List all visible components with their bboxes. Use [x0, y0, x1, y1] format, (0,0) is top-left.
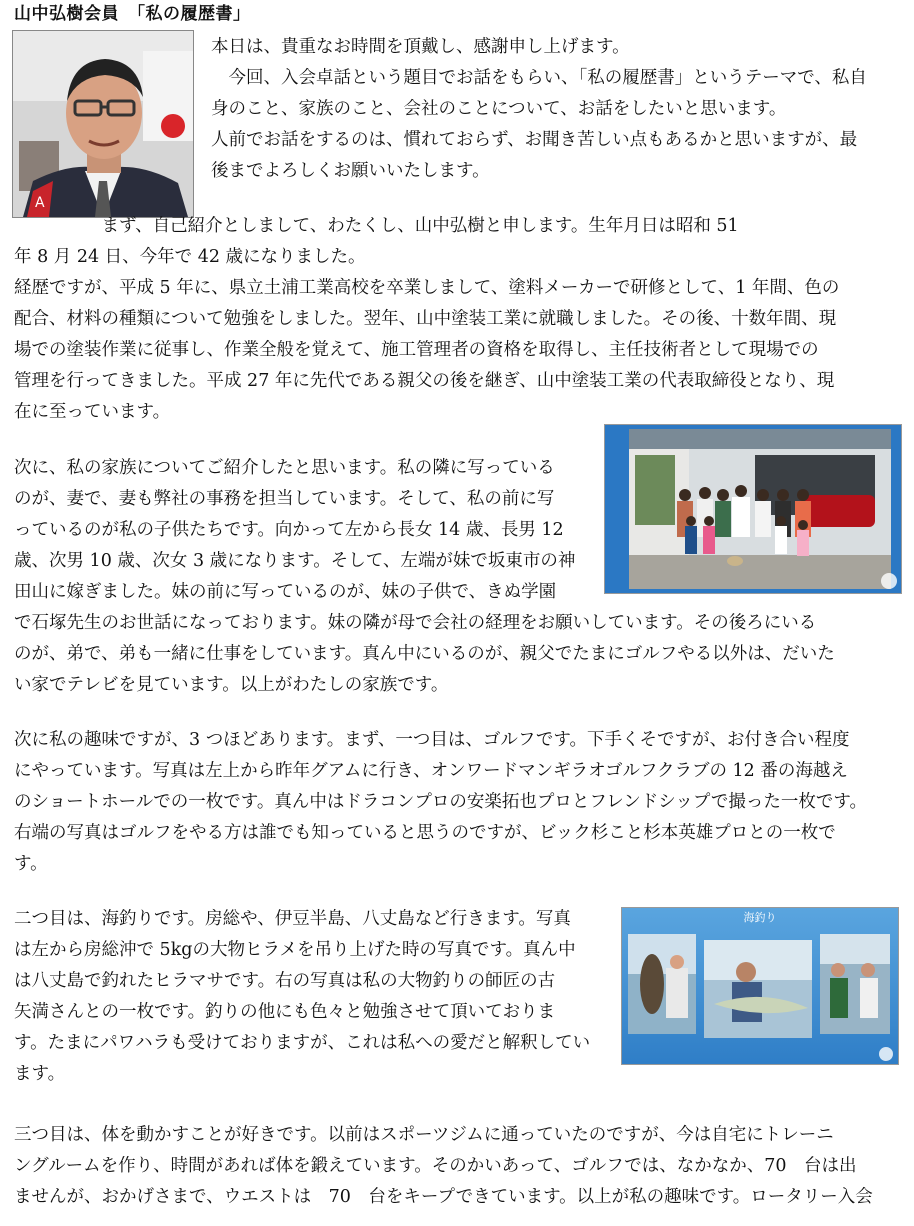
self-intro-paragraph — [14, 211, 839, 428]
family-line: のが、妻で、妻も弊社の事務を担当しています。そして、私の前に写 — [14, 489, 555, 509]
training-paragraph — [14, 1120, 873, 1213]
family-line: のが、弟で、弟も一緒に仕事をしています。真ん中にいるのが、親父でたまにゴルフやる以外は、だいた — [14, 644, 835, 664]
fishing-line: は左から房総沖で 5kgの大物ヒラメを吊り上げた時の写真です。真ん中 — [14, 940, 576, 960]
svg-text:A: A — [35, 195, 45, 211]
training-line: 三つ目は、体を動かすことが好きです。以前はスポーツジムに通っていたのですが、今は自宅にトレーニ — [14, 1125, 834, 1145]
fishing-slide — [621, 907, 899, 1065]
self-intro-line: 管理を行ってきました。平成 27 年に先代である親父の後を継ぎ、山中塗装工業の代表取締役となり、現 — [14, 371, 835, 391]
intro-line: 本日は、貴重なお時間を頂戴し、感謝申し上げます。 — [211, 37, 630, 57]
portrait-photo — [12, 30, 194, 218]
fishing-line: は八丈島で釣れたヒラマサです。右の写真は私の大物釣りの師匠の古 — [14, 971, 556, 991]
self-intro-line: 配合、材料の種類について勉強をしました。翌年、山中塗装工業に就職しました。その後、十数年間、現 — [14, 309, 837, 329]
family-line: 田山に嫁ぎました。妹の前に写っているのが、妹の子供で、きぬ学園 — [14, 582, 557, 602]
family-line: 歳、次男 10 歳、次女 3 歳になります。そして、左端が妹で坂東市の神 — [14, 551, 576, 571]
intro-paragraph — [211, 32, 867, 187]
family-line: で石塚先生のお世話になっております。妹の隣が母で会社の経理をお願いしています。その後ろにいる — [14, 613, 817, 633]
golf-line: 次に私の趣味ですが、3 つほどあります。まず、一つ目は、ゴルフです。下手くそですが、お付き合い程度 — [14, 730, 850, 750]
fishing-line: す。たまにパワハラも受けておりますが、これは私への愛だと解釈してい — [14, 1033, 591, 1053]
family-photo — [604, 424, 902, 594]
fishing-line: 矢満さんとの一枚です。釣りの他にも色々と勉強させて頂いておりま — [14, 1002, 556, 1022]
self-intro-line: 在に至っています。 — [14, 402, 171, 422]
family-line: い家でテレビを見ています。以上がわたしの家族です。 — [14, 675, 449, 695]
page-title: 山中弘樹会員 「私の履歴書」 — [14, 4, 251, 24]
slide-title: 海釣り — [743, 911, 777, 924]
intro-line: 今回、入会卓話という題目でお話をもらい、「私の履歴書」というテーマで、私自 — [211, 68, 867, 88]
family-line: っているのが私の子供たちです。向かって左から長女 14 歳、長男 12 — [14, 520, 564, 540]
intro-line: 人前でお話をするのは、慣れておらず、お聞き苦しい点もあるかと思いますが、最 — [211, 130, 858, 150]
intro-line: 後までよろしくお願いいたします。 — [211, 161, 490, 181]
golf-line: 右端の写真はゴルフをやる方は誰でも知っていると思うのですが、ビック杉こと杉本英雄プロとの一枚で — [14, 823, 836, 843]
golf-line: にやっています。写真は左上から昨年グアムに行き、オンワードマンギラオゴルフクラブの 12 番の海越え — [14, 761, 848, 781]
self-intro-line: 場での塗装作業に従事し、作業全般を覚えて、施工管理者の資格を取得し、主任技術者として現場での — [14, 340, 819, 360]
training-line: ませんが、おかげさまで、ウエストは 70 台をキープできています。以上が私の趣味です。ロータリー入会 — [14, 1187, 873, 1207]
self-intro-line: 経歴ですが、平成 5 年に、県立土浦工業高校を卒業しまして、塗料メーカーで研修として、1 年間、色の — [14, 278, 840, 298]
intro-line: 身のこと、家族のこと、会社のことについて、お話をしたいと思います。 — [211, 99, 787, 119]
fishing-line: 二つ目は、海釣りです。房総や、伊豆半島、八丈島など行きます。写真 — [14, 909, 571, 929]
family-paragraph-bottom — [14, 608, 835, 701]
self-intro-line: まず、自己紹介としまして、わたくし、山中弘樹と申します。生年月日は昭和 51 — [14, 216, 739, 236]
fishing-paragraph — [14, 904, 590, 1090]
family-line: 次に、私の家族についてご紹介したと思います。私の隣に写っている — [14, 458, 555, 478]
training-line: ングルームを作り、時間があれば体を鍛えています。そのかいあって、ゴルフでは、なかなか、70 台は出 — [14, 1156, 857, 1176]
self-intro-line: 年 8 月 24 日、今年で 42 歳になりました。 — [14, 247, 366, 267]
golf-line: のショートホールでの一枚です。真ん中はドラコンプロの安楽拓也プロとフレンドシップで撮った一枚です。 — [14, 792, 868, 812]
golf-paragraph — [14, 725, 867, 880]
golf-line: す。 — [14, 854, 48, 874]
family-paragraph-top — [14, 453, 575, 608]
fishing-line: ます。 — [14, 1064, 66, 1084]
